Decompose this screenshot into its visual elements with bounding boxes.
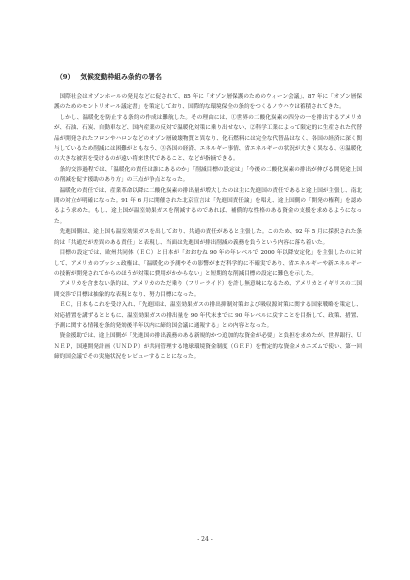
paragraph-2: しかし、温暖化を防止する条約の作成は難航した。その理由には、①世界の二酸化炭素の四分の一を排出するアメリカが、石油、石炭、自動車など、国内産業の反対で温暖化対策に乗り出せない、②科学工業によって限定的に生産された代替品が開発されたフロンやハロンなどのオゾン層破壊物質と異なり、化石燃料には完全な代替品はなく、各国の経済に深く関与しているため削減には困難がともなう、③各国の経済、エネルギー事情、省エネルギーの状況が大きく異なる、④温暖化の大きな被害を受けるのが遠い将来世代であること、などが指摘できる。	[54, 114, 362, 163]
paragraph-8: ＥＣ，日本もこれを受け入れ、「先進国は、温室効果ガスの排出抑制対策および吸収源対策に関する国家戦略を策定し、対応措置を講ずるとともに、温室効果ガスの排出量を 90 年代末までに 90 年レベルに戻すことを目指して、政策、措置、予測に関する情報を条約発効後半年以内に締約国会議に通報する」との内容となった。	[54, 302, 362, 329]
page-number: - 24 -	[197, 536, 213, 543]
paragraph-1: 国際社会はオゾンホールの発見などに促されて、85 年に「オゾン層保護のためのウィーン会議」、87 年に「オゾン層保護のためのモントリオール議定書」を策定しており、国際的な環境保全の条約をつくるノウハウは蓄積されてきた。	[54, 94, 362, 111]
section-number: （9）	[56, 73, 75, 81]
paragraph-5: 先進国側は、途上国も温室効果ガスを出しており、共通の責任があると主張した。このため、92 年 5 月に採択された条約は「共通だが差異のある責任」と表現し、当面は先進国が排出削減の義務を負うという内容に落ち着いた。	[54, 229, 362, 246]
paragraph-4: 温暖化の責任では、産業革命以降に二酸化炭素の排出量が増大したのは主に先進国の責任であると途上国が主張し、南北間の対立が明確になった。91 年 6 月に開催された北京宣言は「先進国責任論」を唱え、途上国側の「開発の権利」を認めるよう求めた。もし、途上国が温室効果ガスを削減するのであれば、補償的な性格のある資金の支援を求めるようになった。	[54, 187, 362, 225]
paragraph-9: 資金援助では、途上国側が「先進国の排出義務のある新規的かつ追加的な資金が必要」と負担を求めたが、世界銀行、ＵＮＥＰ，国連開発計画（ＵＮＤＰ）が共同管理する地球環境資金制度（ＧＥＦ）を暫定的な資金メカニズムで使い、第一回締約国会議でその実施状況をレビューすることになった。	[54, 333, 362, 361]
body-text	[54, 92, 362, 363]
section-heading	[56, 71, 162, 81]
paragraph-6: 目標の設定では、欧州共同体（ＥＣ）と日本が「おおむね 90 年の年レベルで 2000 年以降安定化」を主張したのに対して、アメリカのブッシュ政権は、「温暖化の予測やその影響がまだ科学的に不確実であり、省エネルギーや新エネルギーの技術が開発されてからのほうが対策に費用がかからない」と短期的な削減目標の設定に難色を示した。	[54, 250, 362, 277]
section-title: 気候変動枠組み条約の署名	[80, 73, 162, 81]
paragraph-3: 条約交渉過程では、「温暖化の責任は誰にあるのか」「削減目標の設定は」「今後の二酸化炭素の排出が伸びる開発途上国の削減を促す援助のあり方」の三点が争点となった。	[54, 166, 362, 184]
paragraph-7: アメリカを含まない条約は、アメリカのただ乗り（フリーライド）を許し無意味になるため、アメリカとイギリスの二国間交渉で目標は抽象的な表現となり、努力目標になった。	[54, 281, 362, 298]
